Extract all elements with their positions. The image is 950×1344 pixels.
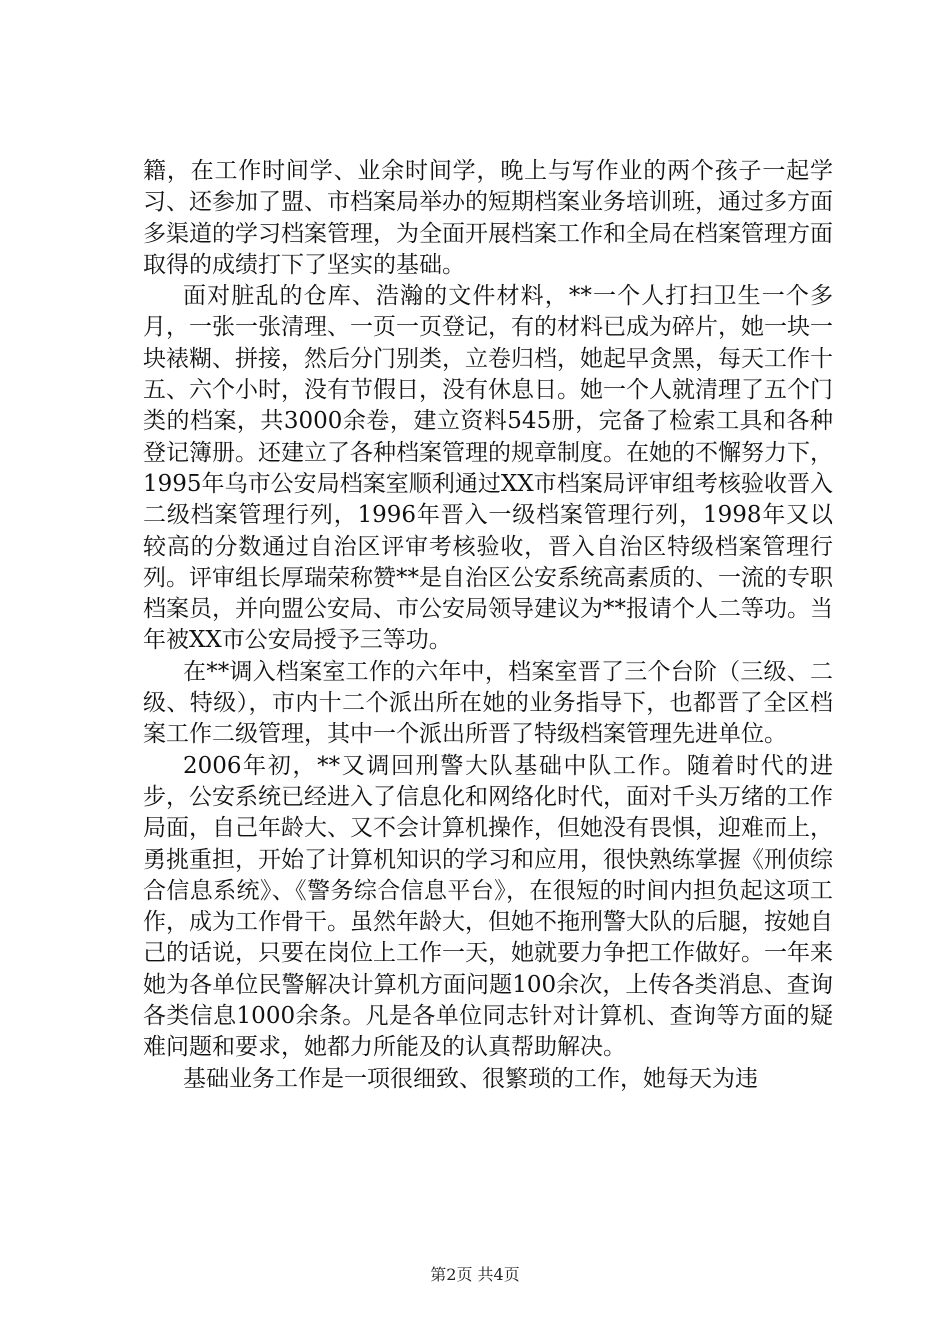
- paragraph-5: 基础业务工作是一项很细致、很繁琐的工作，她每天为违: [183, 1065, 758, 1092]
- paragraph-1: 籍，在工作时间学、业余时间学，晚上与写作业的两个孩子一起学习、还参加了盟、市档案局举办的短期档案业务培训班，通过多方面多渠道的学习档案管理，为全面开展档案工作和全局在档案管理方面取得的成绩打下了坚实的基础。: [143, 158, 833, 278]
- paragraph-4: 2006年初，**又调回刑警大队基础中队工作。随着时代的进步，公安系统已经进入了信息化和网络化时代，面对千头万绪的工作局面，自己年龄大、又不会计算机操作，但她没有畏惧，迎难而上，勇挑重担，开始了计算机知识的学习和应用，很快熟练掌握《刑侦综合信息系统》、《警务综合信息平台》，在很短的时间内担负起这项工作，成为工作骨干。虽然年龄大，但她不拖刑警大队的后腿，按她自己的话说，只要在岗位上工作一天，她就要力争把工作做好。一年来她为各单位民警解决计算机方面问题100余次，上传各类消息、查询各类信息1000余条。凡是各单位同志针对计算机、查询等方面的疑难问题和要求，她都力所能及的认真帮助解决。: [143, 752, 833, 1061]
- paragraph-3: 在**调入档案室工作的六年中，档案室晋了三个台阶（三级、二级、特级），市内十二个派出所在她的业务指导下，也都晋了全区档案工作二级管理，其中一个派出所晋了特级档案管理先进单位。: [143, 658, 833, 748]
- document-body: [143, 156, 833, 1095]
- page-footer: 第2页 共4页: [430, 1265, 520, 1284]
- paragraph-2: 面对脏乱的仓库、浩瀚的文件材料，**一个人打扫卫生一个多月，一张一张清理、一页一页登记，有的材料已成为碎片，她一块一块裱糊、拼接，然后分门别类，立卷归档，她起早贪黑，每天工作十五、六个小时，没有节假日，没有休息日。她一个人就清理了五个门类的档案，共3000余卷，建立资料545册，完备了检索工具和各种登记簿册。还建立了各种档案管理的规章制度。在她的不懈努力下，1995年乌市公安局档案室顺利通过XX市档案局评审组考核验收晋入二级档案管理行列，1996年晋入一级档案管理行列，1998年又以较高的分数通过自治区评审考核验收，晋入自治区特级档案管理行列。评审组长厚瑞荣称赞**是自治区公安系统高素质的、一流的专职档案员，并向盟公安局、市公安局领导建议为**报请个人二等功。当年被XX市公安局授予三等功。: [143, 283, 833, 654]
